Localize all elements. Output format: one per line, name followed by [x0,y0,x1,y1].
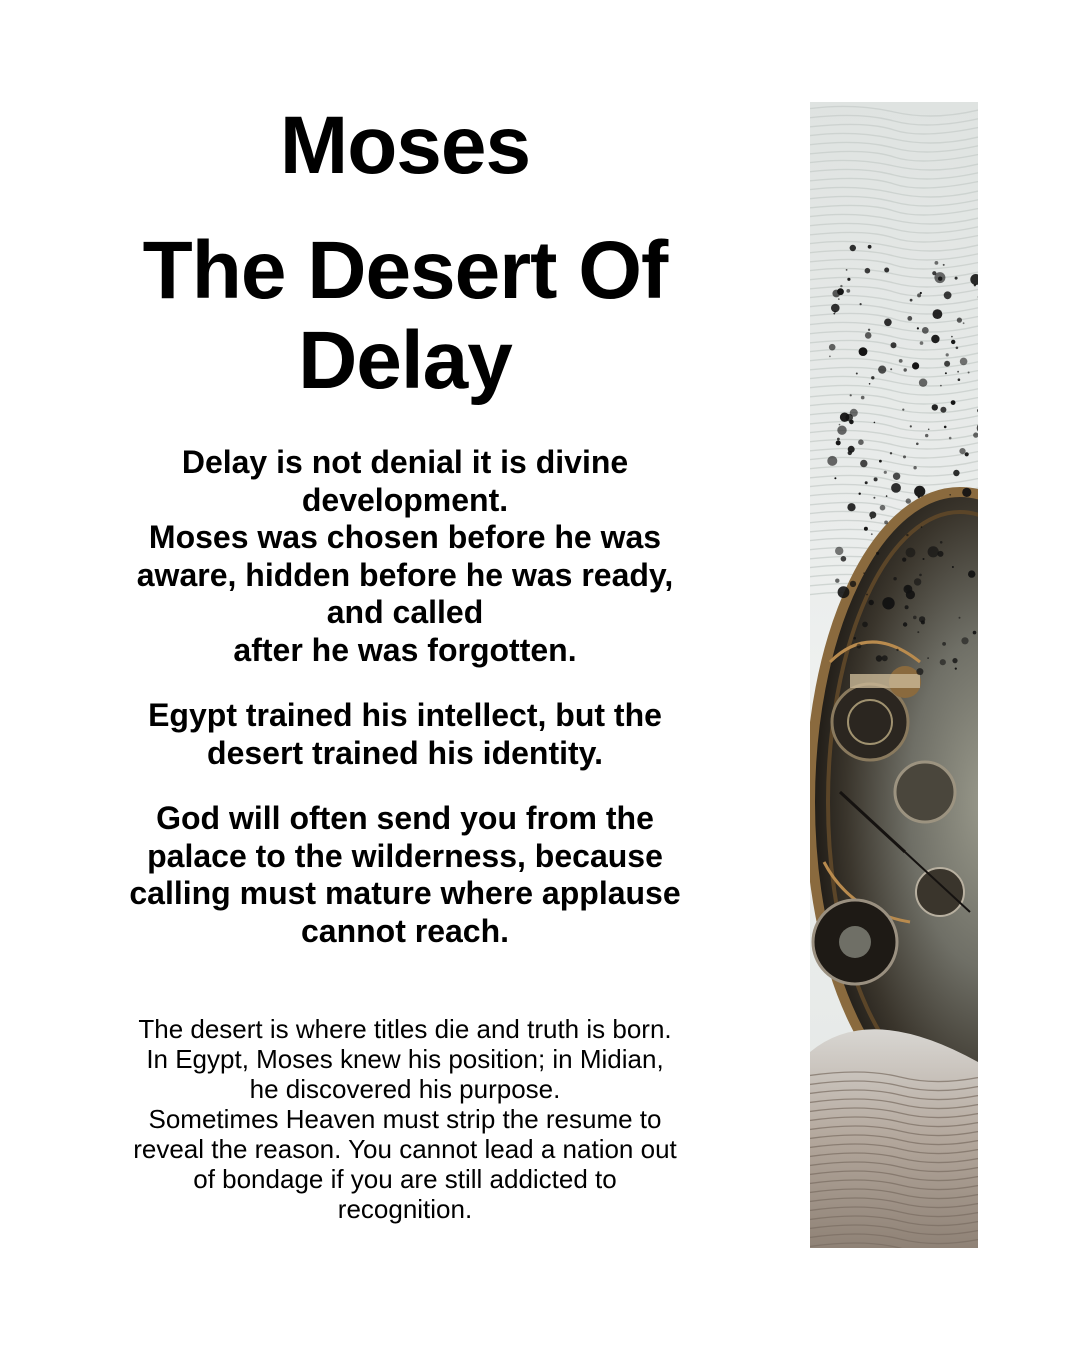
subtitle-line: The Desert Of [142,225,668,316]
text-line: he discovered his purpose. [249,1074,561,1104]
text-line: of bondage if you are still addicted to [193,1164,617,1194]
desert-clock-image [810,102,978,1248]
text-column [100,100,710,1250]
wilderness-paragraph [100,800,710,950]
egypt-paragraph [100,697,710,772]
text-line: In Egypt, Moses knew his position; in Midian, [146,1044,664,1074]
text-line: Egypt trained his intellect, but the [148,697,662,733]
text-line: reveal the reason. You cannot lead a nation out [133,1134,677,1164]
text-line: after he was forgotten. [233,631,577,668]
text-line: cannot reach. [300,912,510,949]
text-line: desert trained his identity. [207,734,603,771]
delay-paragraph [100,444,710,669]
text-line: and called [326,594,484,630]
text-line: Delay is not denial it is divine [181,444,629,480]
page-title: Moses [279,100,531,191]
text-line: aware, hidden before he was ready, [136,556,674,593]
text-line: calling must mature where applause [129,875,681,911]
text-line: God will often send you from the [156,800,654,836]
text-line: Sometimes Heaven must strip the resume to [148,1104,662,1134]
body-paragraph [100,1014,710,1224]
text-line: Moses was chosen before he was [148,519,662,555]
text-line: palace to the wilderness, because [147,837,663,874]
text-line: The desert is where titles die and truth is born. [138,1014,672,1044]
text-line: development. [301,481,509,518]
desert-clock-icon [810,102,978,1248]
page-subtitle [100,226,710,406]
subtitle-line: Delay [298,315,512,406]
text-line: recognition. [337,1194,473,1224]
